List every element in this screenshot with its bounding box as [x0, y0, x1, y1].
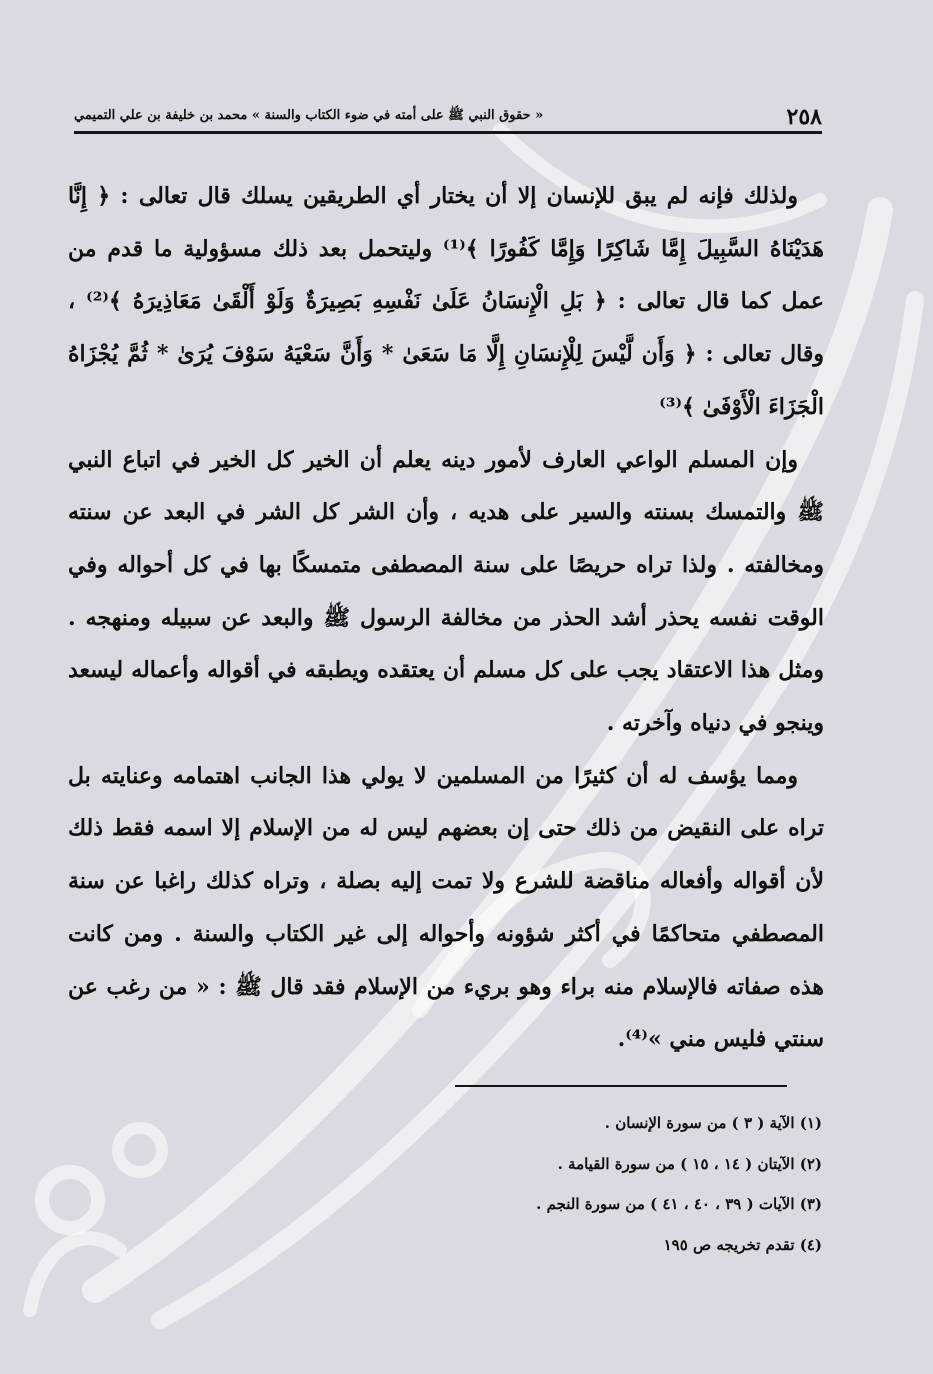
running-title: « حقوق النبي ﷺ على أمته في ضوء الكتاب والسنة » محمد بن خليفة بن علي التميمي	[74, 108, 544, 123]
footnote-4: (٤) تقدم تخريجه ص ١٩٥	[663, 1235, 822, 1254]
footnote-3: (٣) الآيات ( ٣٩ ، ٤٠ ، ٤١ ) من سورة النجم .	[536, 1195, 822, 1213]
paragraph-1: ولذلك فإنه لم يبق للإنسان إلا أن يختار أي الطريقين يسلك قال تعالى : ﴿ إِنَّا هَدَيْنَاهُ السَّبِيلَ إِمَّا شَاكِرًا وَإِمَّا كَفُورًا ﴾⁽¹⁾ وليتحمل بعد ذلك مسؤولية ما قدم من عمل كما قال تعالى : ﴿ بَلِ الْإِنسَانُ عَلَىٰ نَفْسِهِ بَصِيرَةٌ وَلَوْ أَلْقَىٰ مَعَاذِيرَهُ ﴾⁽²⁾ ، وقال تعالى : ﴿ وَأَن لَّيْسَ لِلْإِنسَانِ إِلَّا مَا سَعَىٰ * وَأَنَّ سَعْيَهُ سَوْفَ يُرَىٰ * ثُمَّ يُجْزَاهُ الْجَزَاءَ الْأَوْفَىٰ ﴾⁽³⁾	[68, 183, 825, 420]
footnote-2: (٢) الآيتان ( ١٤ ، ١٥ ) من سورة القيامة .	[557, 1154, 822, 1173]
paragraph-3: ومما يؤسف له أن كثيرًا من المسلمين لا يولي هذا الجانب اهتمامه وعنايته بل تراه على النقيض من ذلك حتى إن بعضهم ليس له من الإسلام إلا اسمه فقط ذلك لأن أقواله وأفعاله مناقضة للشرع ولا تمت إليه بصلة ، وتراه كذلك راغبا عن سنة المصطفي متحاكمًا في أكثر شؤونه وأحواله إلى غير الكتاب والسنة . ومن كانت هذه صفاته فالإسلام منه براء وهو بريء من الإسلام فقد قال ﷺ : « من رغب عن سنتي فليس مني »⁽⁴⁾.	[68, 762, 824, 1053]
footnotes	[300, 1103, 822, 1265]
page-number: ٢٥٨	[786, 104, 822, 130]
footnote-1: (١) الآية ( ٣ ) من سورة الإنسان .	[604, 1114, 822, 1132]
main-text	[68, 170, 824, 1066]
page-header	[74, 86, 822, 130]
footnote-rule	[455, 1085, 787, 1087]
header-rule	[74, 131, 822, 134]
paragraph-2: وإن المسلم الواعي العارف لأمور دينه يعلم أن الخير كل الخير في اتباع النبي ﷺ والتمسك بسنته والسير على هديه ، وأن الشر كل الشر في البعد عن سنته ومخالفته . ولذا تراه حريصًا على سنة المصطفى متمسكًا بها في كل أحواله وفي الوقت نفسه يحذر أشد الحذر من مخالفة الرسول ﷺ والبعد عن سبيله ومنهجه . ومثل هذا الاعتقاد يجب على كل مسلم أن يعتقده ويطبقه في أقواله وأعماله ليسعد وينجو في دنياه وآخرته .	[68, 446, 824, 737]
